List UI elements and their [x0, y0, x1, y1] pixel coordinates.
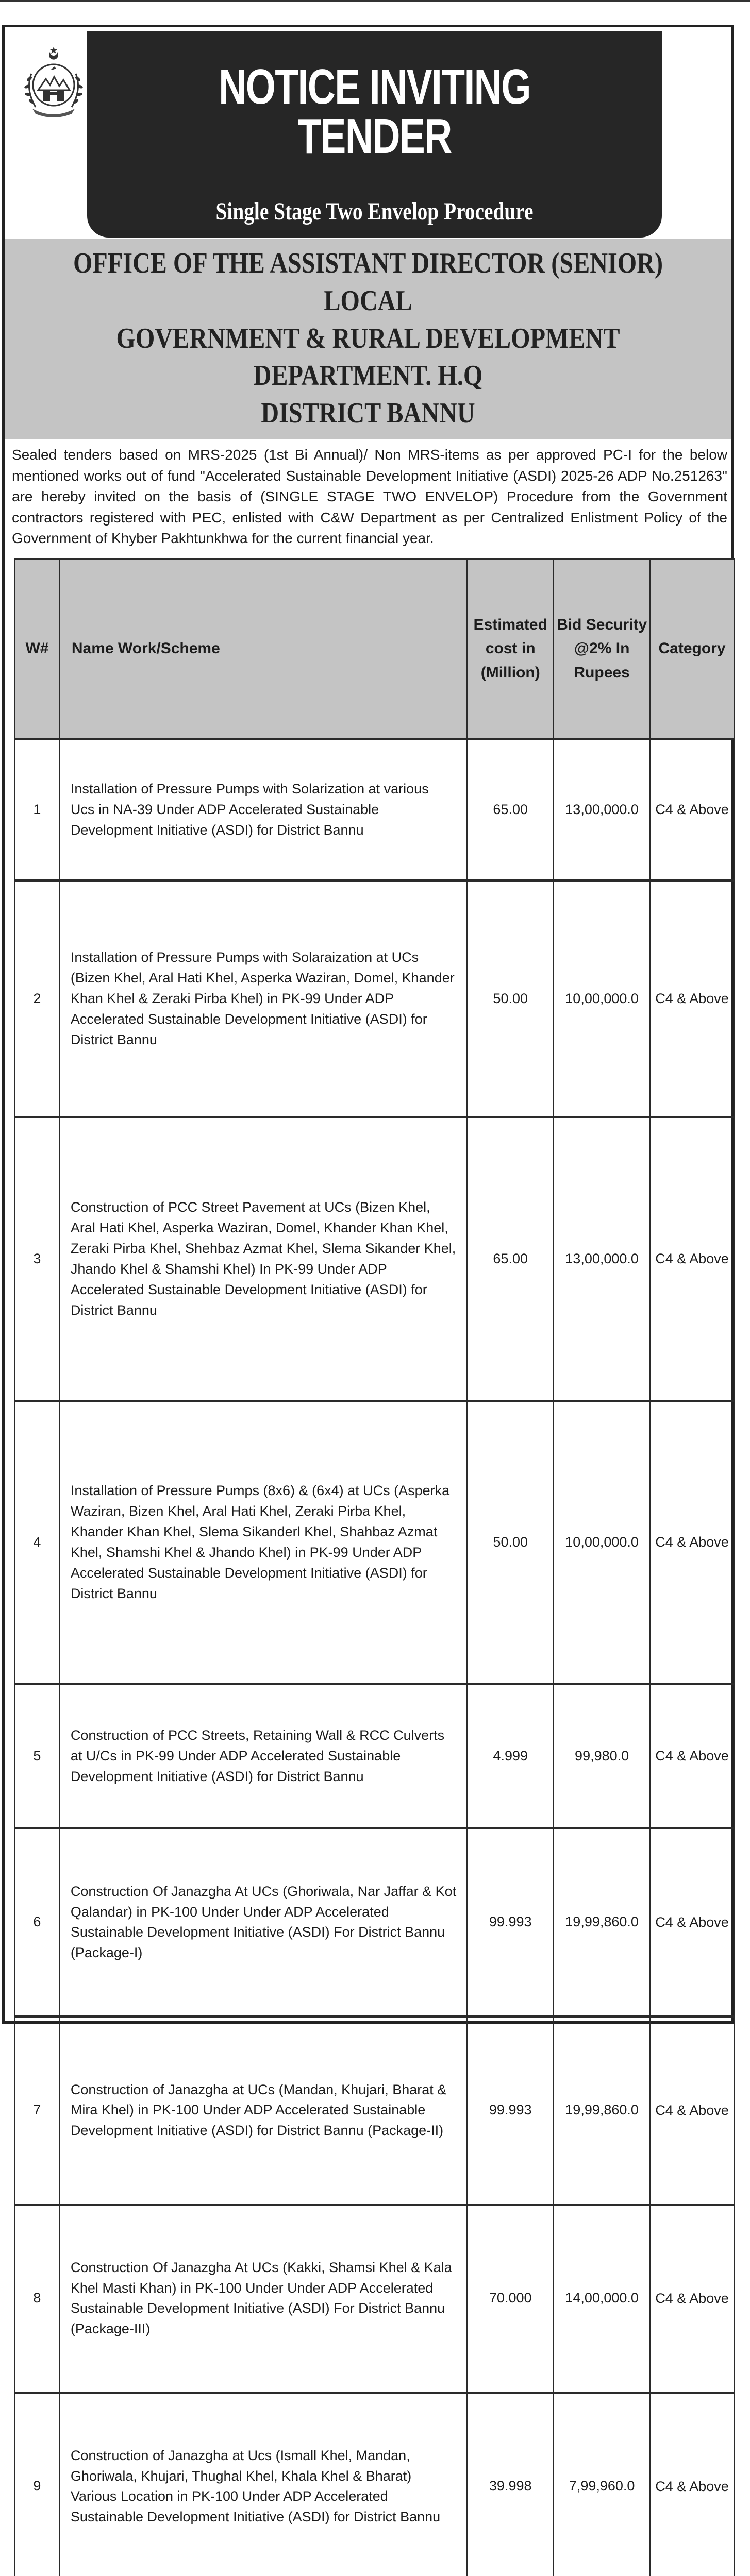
work-cost: 65.00 — [467, 739, 554, 880]
work-bid-security: 13,00,000.0 — [554, 1117, 650, 1401]
work-name: Installation of Pressure Pumps with Solaraization at UCs (Bizen Khel, Aral Hati Khel, Asperka Waziran, Domel, Khander Khan Khel & Zeraki Pirba Khel) in PK-99 Under ADP Accelerated Sustainable Development Initiative (ASDI) for District Bannu — [60, 880, 467, 1117]
work-number: 5 — [14, 1684, 60, 1828]
office-line-2: GOVERNMENT & RURAL DEVELOPMENT DEPARTMENT. H.Q — [116, 322, 620, 392]
col-header-category: Category — [650, 559, 734, 739]
work-name: Installation of Pressure Pumps (8x6) & (6x4) at UCs (Asperka Waziran, Bizen Khel, Aral Hati Khel, Zeraki Pirba Khel, Khander Khan Khel, Slema Sikanderl Khel, Shahbaz Azmat Khel, Shamshi Khel & Jhando Khel) in PK-99 Under ADP Accelerated Sustainable Development Initiative (ASDI) for District Bannu — [60, 1401, 467, 1684]
work-name: Construction Of Janazgha At UCs (Ghoriwala, Nar Jaffar & Kot Qalandar) in PK-100 Under Under ADP Accelerated Sustainable Development Initiative (ASDI) For District Bannu (Package-I) — [60, 1828, 467, 2016]
notice-title: NOTICE INVITING TENDER — [219, 59, 530, 164]
work-bid-security: 13,00,000.0 — [554, 739, 650, 880]
work-cost: 99.993 — [467, 1828, 554, 2016]
work-number: 2 — [14, 880, 60, 1117]
khyber-pakhtunkhwa-emblem-icon — [20, 43, 87, 115]
work-number: 9 — [14, 2393, 60, 2576]
table-row — [14, 1117, 734, 1401]
work-category: C4 & Above — [650, 1828, 734, 2016]
table-row — [14, 2205, 734, 2393]
table-row — [14, 1828, 734, 2016]
work-number: 4 — [14, 1401, 60, 1684]
title-banner — [87, 31, 662, 238]
table-row — [14, 880, 734, 1117]
work-bid-security: 19,99,860.0 — [554, 2016, 650, 2205]
table-row — [14, 2016, 734, 2205]
work-number: 7 — [14, 2016, 60, 2205]
work-cost: 39.998 — [467, 2393, 554, 2576]
work-category: C4 & Above — [650, 1684, 734, 1828]
table-row — [14, 739, 734, 880]
intro-paragraph: Sealed tenders based on MRS-2025 (1st Bi Annual)/ Non MRS-items as per approved PC-I for the below mentioned works out of fund "Accelerated Sustainable Development Initiative (ASDI) 2025-26 ADP No.251263" are hereby invited on the basis of (SINGLE STAGE TWO ENVELOP) Procedure from the Government contractors registered with PEC, enlisted with C&W Department as per Centralized Enlistment Policy of the Government of Khyber Pakhtunkhwa for the current financial year. — [12, 446, 727, 547]
work-bid-security: 10,00,000.0 — [554, 880, 650, 1117]
work-name: Construction of PCC Streets, Retaining Wall & RCC Culverts at U/Cs in PK-99 Under ADP Accelerated Sustainable Development Initiative (ASDI) for District Bannu — [60, 1684, 467, 1828]
work-bid-security: 99,980.0 — [554, 1684, 650, 1828]
work-cost: 70.000 — [467, 2205, 554, 2393]
work-category: C4 & Above — [650, 880, 734, 1117]
work-name: Construction of Janazgha at UCs (Mandan, Khujari, Bharat & Mira Khel) in PK-100 Under ADP Accelerated Sustainable Development Initiative (ASDI) for District Bannu (Package-II) — [60, 2016, 467, 2205]
work-number: 3 — [14, 1117, 60, 1401]
work-category: C4 & Above — [650, 2205, 734, 2393]
work-bid-security: 14,00,000.0 — [554, 2205, 650, 2393]
table-row — [14, 1684, 734, 1828]
work-cost: 50.00 — [467, 880, 554, 1117]
notice-frame — [2, 25, 734, 2525]
notice-header — [5, 27, 731, 239]
work-category: C4 & Above — [650, 1401, 734, 1684]
work-name: Construction of PCC Street Pavement at UCs (Bizen Khel, Aral Hati Khel, Asperka Waziran, Domel, Khander Khan Khel, Zeraki Pirba Khel, Shehbaz Azmat Khel, Slema Sikander Khel, Jhando Khel & Shamshi Khel) In PK-99 Under ADP Accelerated Sustainable Development Initiative (ASDI) for District Bannu — [60, 1117, 467, 1401]
office-heading — [5, 239, 731, 439]
work-cost: 99.993 — [467, 2016, 554, 2205]
office-line-1: OFFICE OF THE ASSISTANT DIRECTOR (SENIOR) LOCAL — [73, 247, 663, 317]
work-name: Construction of Janazgha at Ucs (Ismall Khel, Mandan, Ghoriwala, Khujari, Thughal Khel, Khala Khel & Bharat) Various Location in PK-100 Under ADP Accelerated Sustainable Development Initiative (ASDI) for District Bannu — [60, 2393, 467, 2576]
work-cost: 50.00 — [467, 1401, 554, 1684]
work-name: Construction Of Janazgha At UCs (Kakki, Shamsi Khel & Kala Khel Masti Khan) in PK-100 Under Under ADP Accelerated Sustainable Development Initiative (ASDI) For District Bannu (Package-III) — [60, 2205, 467, 2393]
work-name: Installation of Pressure Pumps with Solarization at various Ucs in NA-39 Under ADP Accelerated Sustainable Development Initiative (ASDI) for District Bannu — [60, 739, 467, 880]
table-row — [14, 1401, 734, 1684]
col-header-num: W# — [14, 559, 60, 739]
work-cost: 65.00 — [467, 1117, 554, 1401]
work-category: C4 & Above — [650, 739, 734, 880]
works-table — [14, 558, 735, 2576]
work-category: C4 & Above — [650, 1117, 734, 1401]
office-line-3: DISTRICT BANNU — [261, 397, 475, 430]
col-header-bid: Bid Security @2% In Rupees — [554, 559, 650, 739]
work-category: C4 & Above — [650, 2393, 734, 2576]
table-header-row — [14, 559, 734, 739]
table-row — [14, 2393, 734, 2576]
work-number: 8 — [14, 2205, 60, 2393]
work-number: 6 — [14, 1828, 60, 2016]
work-bid-security: 19,99,860.0 — [554, 1828, 650, 2016]
col-header-cost: Estimated cost in (Million) — [467, 559, 554, 739]
work-bid-security: 7,99,960.0 — [554, 2393, 650, 2576]
col-header-name: Name Work/Scheme — [60, 559, 467, 739]
work-bid-security: 10,00,000.0 — [554, 1401, 650, 1684]
work-number: 1 — [14, 739, 60, 880]
work-category: C4 & Above — [650, 2016, 734, 2205]
work-cost: 4.999 — [467, 1684, 554, 1828]
notice-subtitle: Single Stage Two Envelop Procedure — [215, 198, 534, 225]
